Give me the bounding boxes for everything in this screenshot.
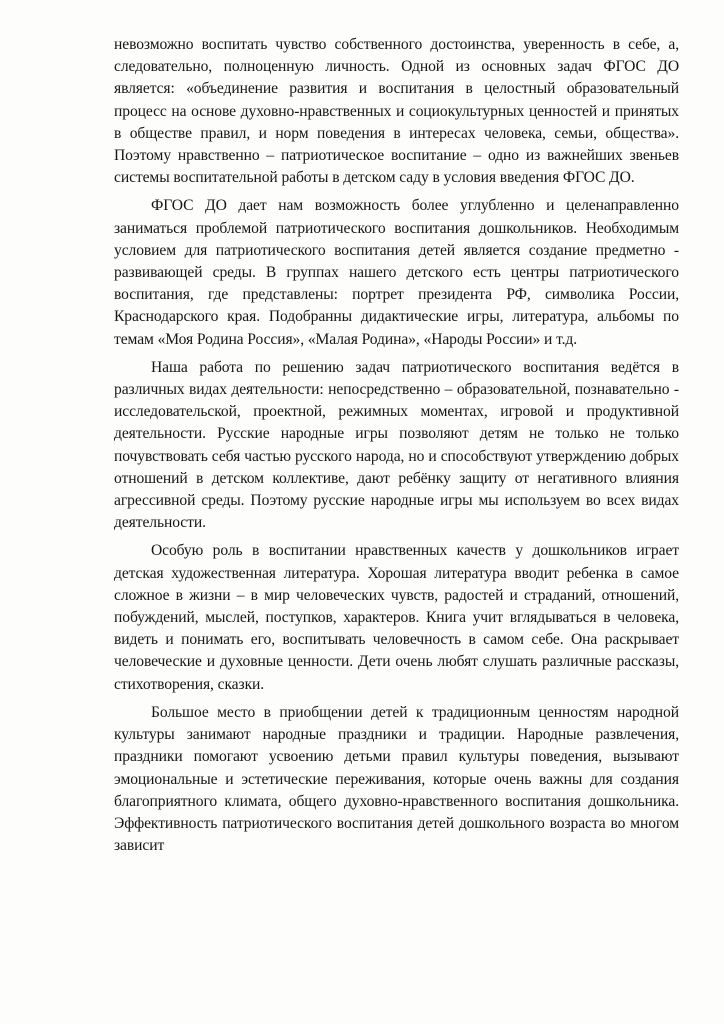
paragraph-3: Наша работа по решению задач патриотического воспитания ведётся в различных видах деятельности: непосредственно – образовательной, познавательно - исследовательской, проектной, режимных моментах, игровой и продуктивной деятельности. Русские народные игры позволяют детям не только не только почувствовать себя частью русского народа, но и способствуют утверждению добрых отношений в детском коллективе, дают ребёнку защиту от негативного влияния агрессивной среды. Поэтому русские народные игры мы используем во всех видах деятельности.	[114, 358, 679, 532]
document-body	[114, 34, 679, 857]
paragraph-1: невозможно воспитать чувство собственного достоинства, уверенность в себе, а, следовательно, полноценную личность. Одной из основных задач ФГОС ДО является: «объединение развития и воспитания в целостный образовательный процесс на основе духовно-нравственных и социокультурных ценностей и принятых в обществе правил, и норм поведения в интересах человека, семьи, общества». Поэтому нравственно – патриотическое воспитание – одно из важнейших звеньев системы воспитательной работы в детском саду в условия введения ФГОС ДО.	[114, 36, 679, 187]
paragraph-4: Особую роль в воспитании нравственных качеств у дошкольников играет детская художественная литература. Хорошая литература вводит ребенка в самое сложное в жизни – в мир человеческих чувств, радостей и страданий, отношений, побуждений, мыслей, поступков, характеров. Книга учит вглядываться в человека, видеть и понимать его, воспитывать человечность в самом себе. Она раскрывает человеческие и духовные ценности. Дети очень любят слушать различные рассказы, стихотворения, сказки.	[114, 542, 679, 693]
paragraph-5: Большое место в приобщении детей к традиционным ценностям народной культуры занимают народные праздники и традиции. Народные развлечения, праздники помогают усвоению детьми правил культуры поведения, вызывают эмоциональные и эстетические переживания, которые очень важны для создания благоприятного климата, общего духовно-нравственного воспитания дошкольника. Эффективность патриотического воспитания детей дошкольного возраста во многом зависит	[114, 703, 679, 855]
paragraph-2: ФГОС ДО дает нам возможность более углубленно и целенаправленно заниматься проблемой патриотического воспитания дошкольников. Необходимым условием для патриотического воспитания детей является создание предметно - развивающей среды. В группах нашего детского есть центры патриотического воспитания, где представлены: портрет президента РФ, символика России, Краснодарского края. Подобранны дидактические игры, литература, альбомы по темам «Моя Родина Россия», «Малая Родина», «Народы России» и т.д.	[114, 197, 679, 348]
